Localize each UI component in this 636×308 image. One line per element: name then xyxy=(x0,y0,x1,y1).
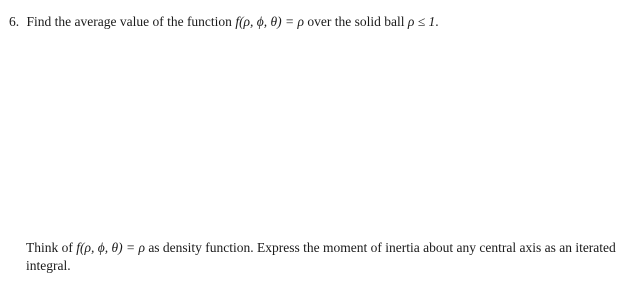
function-expression: f(ρ, ϕ, θ) = ρ xyxy=(235,14,304,29)
hint-paragraph xyxy=(26,239,628,275)
problem-middle-text: over the solid ball xyxy=(307,14,405,29)
hint-lead-text: Think of xyxy=(26,240,73,255)
problem-statement xyxy=(9,13,439,31)
hint-rest-text: as density function. Express the moment of inertia about any central axis as an iterated integral. xyxy=(26,240,616,273)
problem-intro-text: Find the average value of the function xyxy=(26,14,232,29)
problem-number: 6. xyxy=(9,14,20,29)
ball-condition: ρ ≤ 1 xyxy=(407,14,436,29)
problem-end-punct: . xyxy=(435,14,439,29)
density-function-expression: f(ρ, ϕ, θ) = ρ xyxy=(76,240,145,255)
